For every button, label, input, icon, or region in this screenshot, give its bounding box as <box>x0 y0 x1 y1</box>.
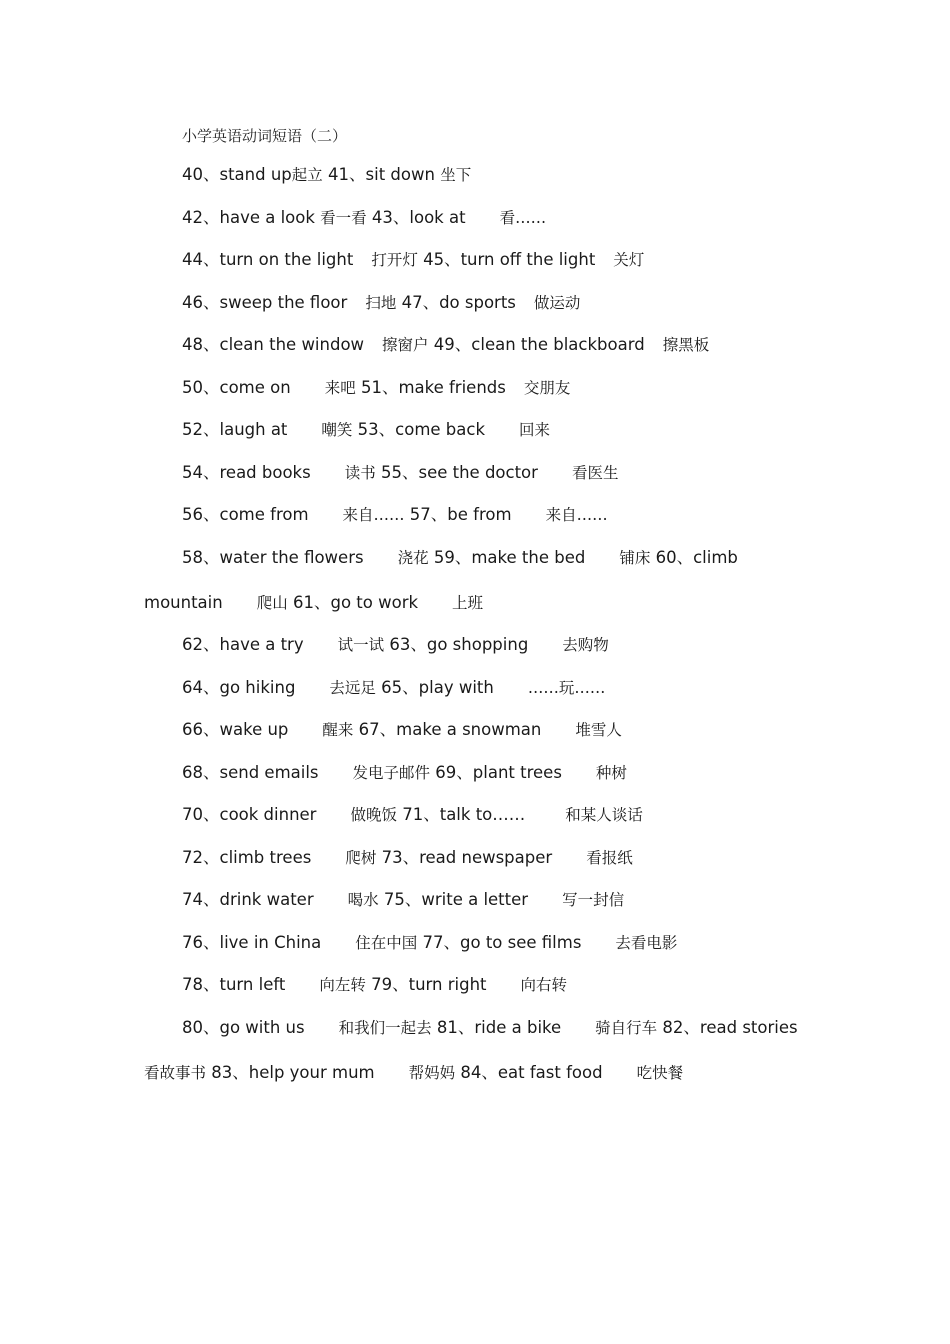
chinese-meaning: 发电子邮件 <box>352 764 431 782</box>
chinese-meaning: 看报纸 <box>586 849 633 867</box>
english-phrase: 77、go to see films <box>417 933 582 952</box>
chinese-meaning: 骑自行车 <box>595 1019 658 1037</box>
english-phrase: 40、stand up <box>182 165 292 184</box>
chinese-meaning: 住在中国 <box>355 934 418 952</box>
chinese-meaning: 起立 <box>291 166 323 184</box>
english-phrase: 65、play with <box>375 678 494 697</box>
english-phrase: 43、look at <box>366 208 466 227</box>
chinese-meaning: 坐下 <box>440 166 472 184</box>
chinese-meaning: 向左转 <box>319 976 366 994</box>
phrase-line <box>182 418 550 442</box>
page-title: 小学英语动词短语（二） <box>182 127 348 145</box>
chinese-meaning: 爬树 <box>345 849 377 867</box>
english-phrase: 44、turn on the light <box>182 250 354 269</box>
chinese-meaning: 来自…… <box>545 506 608 524</box>
chinese-meaning: 吃快餐 <box>636 1064 684 1082</box>
chinese-meaning: 擦窗户 <box>382 336 429 354</box>
phrase-line <box>182 761 627 785</box>
english-phrase: 49、clean the blackboard <box>428 335 645 354</box>
phrase-line <box>182 718 622 742</box>
english-phrase: 78、turn left <box>182 975 286 994</box>
english-phrase: 82、read stories <box>657 1018 798 1037</box>
chinese-meaning: 帮妈妈 <box>408 1064 456 1082</box>
chinese-meaning: 向右转 <box>520 976 568 994</box>
chinese-meaning: 去远足 <box>329 679 376 697</box>
chinese-meaning: 看医生 <box>571 464 619 482</box>
chinese-meaning: 上班 <box>452 594 484 612</box>
chinese-meaning: ……玩…… <box>527 679 606 697</box>
english-phrase: 48、clean the window <box>182 335 365 354</box>
chinese-meaning: 嘲笑 <box>321 421 353 439</box>
english-phrase: 58、water the flowers <box>182 548 364 567</box>
chinese-meaning: 来自…… <box>342 506 405 524</box>
phrase-line <box>182 888 624 912</box>
english-phrase: 81、ride a bike <box>431 1018 562 1037</box>
english-phrase: 66、wake up <box>182 720 289 739</box>
phrase-line <box>182 291 580 315</box>
english-phrase: 59、make the bed <box>428 548 586 567</box>
english-phrase: 72、climb trees <box>182 848 312 867</box>
chinese-meaning: 做运动 <box>533 294 581 312</box>
english-phrase: 67、make a snowman <box>353 720 542 739</box>
chinese-meaning: 交朋友 <box>523 379 571 397</box>
english-phrase: 54、read books <box>182 463 311 482</box>
english-phrase: 83、help your mum <box>206 1063 375 1082</box>
english-phrase: 51、make friends <box>355 378 506 397</box>
chinese-meaning: 打开灯 <box>371 251 418 269</box>
phrase-line <box>182 461 618 485</box>
chinese-meaning: 做晚饭 <box>350 806 397 824</box>
chinese-meaning: 去购物 <box>562 636 609 654</box>
english-phrase: 55、see the doctor <box>375 463 538 482</box>
english-phrase: 57、be from <box>404 505 512 524</box>
phrase-line <box>182 163 471 187</box>
chinese-meaning: 去看电影 <box>615 934 678 952</box>
english-phrase: 60、climb <box>650 548 738 567</box>
phrase-line <box>182 333 709 357</box>
chinese-meaning: 醒来 <box>322 721 354 739</box>
phrase-line <box>182 503 608 527</box>
chinese-meaning: 扫地 <box>365 294 397 312</box>
phrase-line <box>182 846 633 870</box>
chinese-meaning: 关灯 <box>613 251 645 269</box>
english-phrase: 62、have a try <box>182 635 304 654</box>
english-phrase: 74、drink water <box>182 890 314 909</box>
chinese-meaning: 写一封信 <box>562 891 625 909</box>
chinese-meaning: 堆雪人 <box>575 721 622 739</box>
english-phrase: 52、laugh at <box>182 420 288 439</box>
english-phrase: 79、turn right <box>365 975 487 994</box>
chinese-meaning: 看故事书 <box>144 1064 207 1082</box>
english-phrase: 73、read newspaper <box>376 848 553 867</box>
english-phrase: mountain <box>144 593 223 612</box>
english-phrase: 68、send emails <box>182 763 319 782</box>
phrase-line <box>182 376 570 400</box>
chinese-meaning: 和某人谈话 <box>565 806 643 824</box>
phrase-line <box>182 803 643 827</box>
chinese-meaning: 来吧 <box>324 379 356 397</box>
chinese-meaning: 看…… <box>499 209 547 227</box>
phrase-line <box>182 206 546 230</box>
phrase-line <box>182 973 567 997</box>
english-phrase: 80、go with us <box>182 1018 305 1037</box>
english-phrase: 63、go shopping <box>384 635 529 654</box>
phrase-line <box>182 248 644 272</box>
english-phrase: 69、plant trees <box>430 763 562 782</box>
english-phrase: 61、go to work <box>287 593 419 612</box>
chinese-meaning: 回来 <box>519 421 551 439</box>
chinese-meaning: 试一试 <box>337 636 385 654</box>
english-phrase: 56、come from <box>182 505 309 524</box>
chinese-meaning: 爬山 <box>256 594 288 612</box>
chinese-meaning: 铺床 <box>619 549 651 567</box>
chinese-meaning: 种树 <box>595 764 627 782</box>
phrase-line <box>182 931 677 955</box>
chinese-meaning: 看一看 <box>320 209 367 227</box>
english-phrase: 50、come on <box>182 378 291 397</box>
chinese-meaning: 和我们一起去 <box>338 1019 432 1037</box>
english-phrase: 70、cook dinner <box>182 805 317 824</box>
english-phrase: 47、do sports <box>396 293 516 312</box>
english-phrase: 41、sit down <box>322 165 441 184</box>
english-phrase: 42、have a look <box>182 208 321 227</box>
phrase-line <box>144 1061 683 1085</box>
english-phrase: 71、talk to…… <box>396 805 526 824</box>
english-phrase: 64、go hiking <box>182 678 296 697</box>
english-phrase: 45、turn off the light <box>417 250 596 269</box>
chinese-meaning: 读书 <box>344 464 376 482</box>
chinese-meaning: 浇花 <box>397 549 429 567</box>
english-phrase: 76、live in China <box>182 933 322 952</box>
english-phrase: 75、write a letter <box>378 890 529 909</box>
english-phrase: 46、sweep the floor <box>182 293 348 312</box>
phrase-line <box>182 1016 798 1040</box>
chinese-meaning: 擦黑板 <box>662 336 710 354</box>
phrase-line <box>182 633 609 657</box>
phrase-line <box>182 676 605 700</box>
chinese-meaning: 喝水 <box>347 891 379 909</box>
english-phrase: 53、come back <box>352 420 486 439</box>
phrase-line <box>144 591 483 615</box>
english-phrase: 84、eat fast food <box>455 1063 603 1082</box>
phrase-line <box>182 546 738 570</box>
